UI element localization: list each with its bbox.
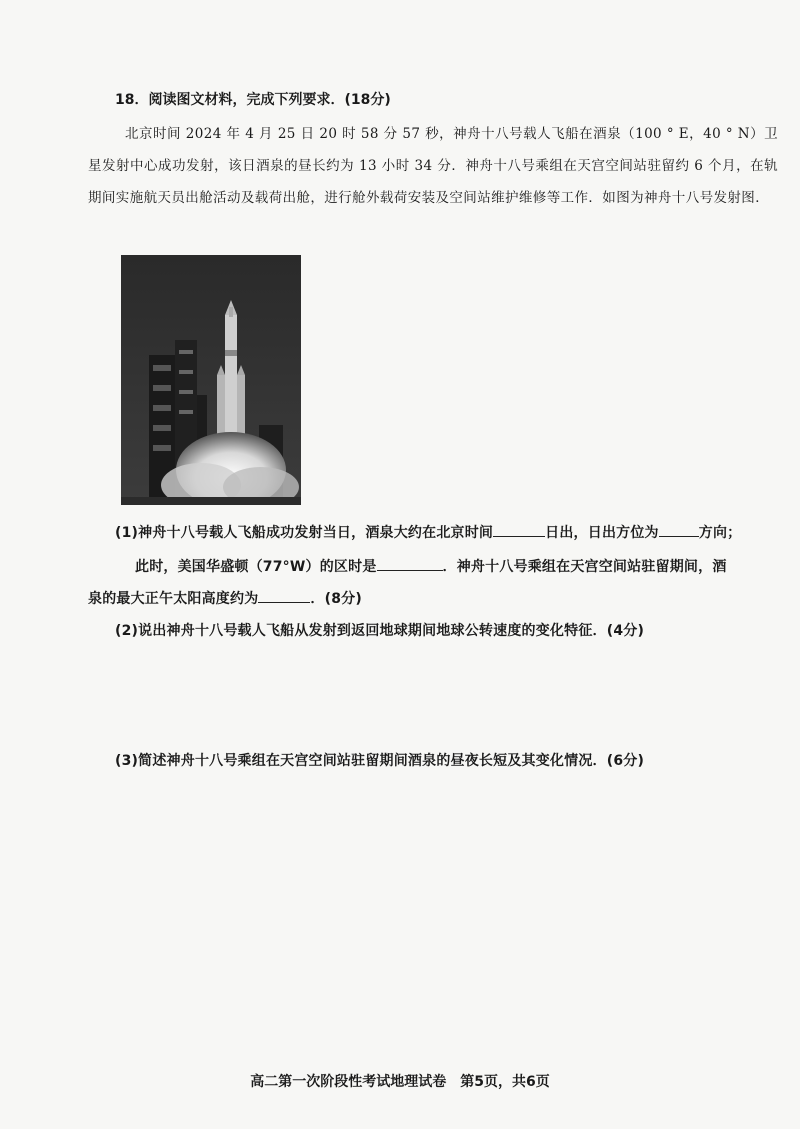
rocket-launch-image [121,255,301,505]
page-footer: 高二第一次阶段性考试地理试卷 第5页，共6页 [250,1074,550,1090]
sub1-text-b: 日出，日出方位为 [545,525,659,541]
sub1-text-d: 此时，美国华盛顿（77°W）的区时是 [135,559,377,575]
sub1-text-g: ．(8分) [310,591,362,607]
question-passage: 北京时间 2024 年 4 月 25 日 20 时 58 分 57 秒，神舟十八号载人飞船在酒泉（100 ° E，40 ° N）卫星发射中心成功发射，该日酒泉的昼长约为 13 小时 34 分．神舟十八号乘组在天宫空间站驻留约 6 个月，在轨期间实施航天员出舱活动及载荷出舱，进行舱外载荷安装及空间站维护维修等工作．如图为神舟十八号发射图． [88,126,778,206]
sub-question-3: (3)简述神舟十八号乘组在天宫空间站驻留期间酒泉的昼夜长短及其变化情况．(6分) [115,753,645,769]
sub-question-1-line-1 [115,522,741,542]
question-title: 18．阅读图文材料，完成下列要求．(18分) [115,92,391,108]
sub1-text-e: ．神舟十八号乘组在天宫空间站驻留期间，酒 [442,559,727,575]
answer-blank-sunrise-direction[interactable] [659,522,699,537]
answer-blank-max-sun-altitude[interactable] [258,588,310,603]
sub-question-2: (2)说出神舟十八号载人飞船从发射到返回地球期间地球公转速度的变化特征．(4分) [115,623,645,639]
sub-question-1-line-2 [135,556,727,576]
answer-blank-washington-time[interactable] [377,556,443,571]
answer-blank-sunrise-time[interactable] [493,522,545,537]
sub-question-1-line-3 [88,588,362,608]
rocket-launch-photo [121,255,301,505]
sub1-text-c: 方向； [698,525,742,541]
sub1-text-f: 泉的最大正午太阳高度约为 [88,591,259,607]
sub1-text-a: (1)神舟十八号载人飞船成功发射当日，酒泉大约在北京时间 [115,525,494,541]
